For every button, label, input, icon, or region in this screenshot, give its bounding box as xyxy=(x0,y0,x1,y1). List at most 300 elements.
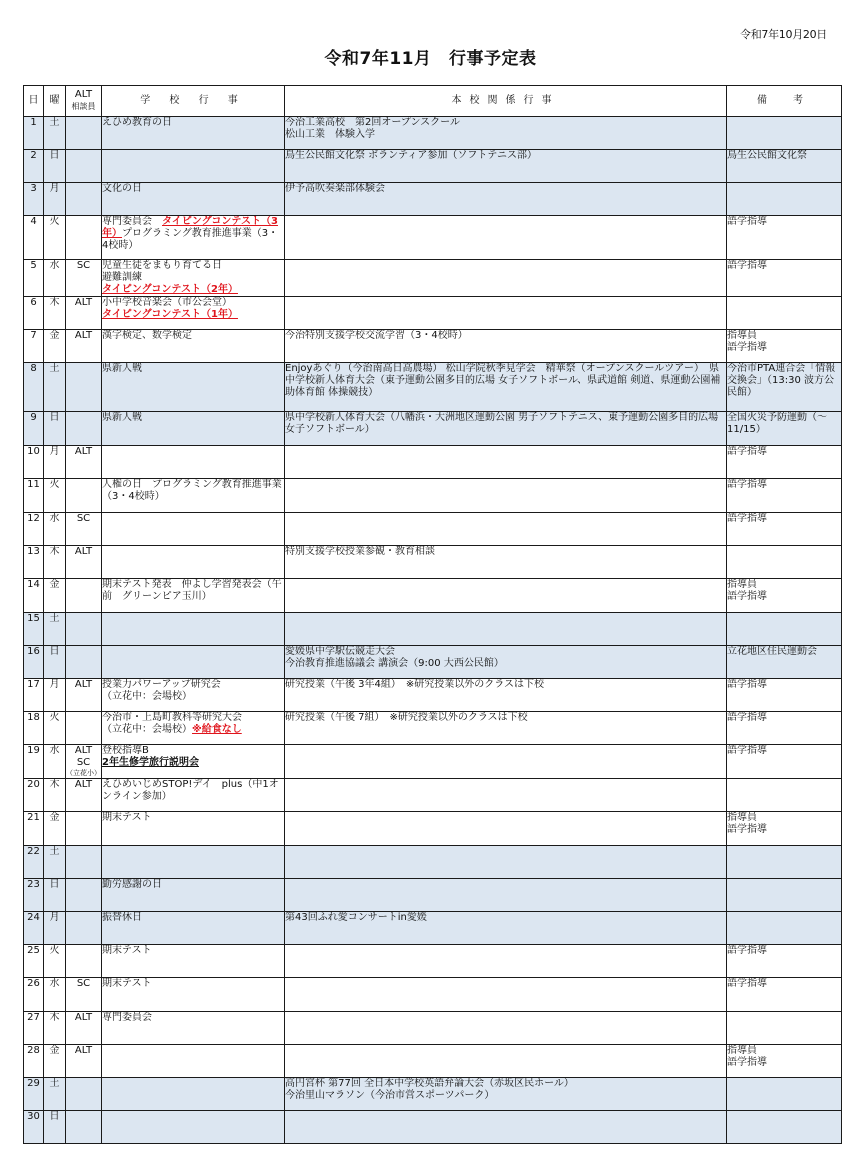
alt-line1: ALT xyxy=(74,446,93,457)
alt-counselor-cell xyxy=(66,446,102,479)
related-event-text: 今治特別支援学校交流学習（3・4校時） xyxy=(285,330,468,341)
weekday-cell: 土 xyxy=(44,1078,66,1111)
related-event-cell xyxy=(285,330,727,363)
notes-cell xyxy=(727,183,842,216)
alt-counselor-cell xyxy=(66,745,102,779)
table-row xyxy=(24,579,842,613)
alt-counselor-cell xyxy=(66,945,102,978)
related-event-cell xyxy=(285,779,727,812)
school-event-text: 期末テスト発表 仲よし学習発表会（午前 グリーンピア玉川） xyxy=(102,579,282,602)
note-text-2: 語学指導 xyxy=(727,342,767,353)
notes-cell xyxy=(727,579,842,613)
school-event-text: 期末テスト xyxy=(102,945,152,956)
school-event-text: 期末テスト xyxy=(102,978,152,989)
alt-counselor-cell xyxy=(66,646,102,679)
note-text: 指導員 xyxy=(727,1045,757,1056)
notes-cell xyxy=(727,446,842,479)
table-row xyxy=(24,363,842,412)
related-event-text-2: 今治教育推進協議会 講演会（9:00 大西公民館） xyxy=(285,658,504,669)
school-event-cell xyxy=(102,712,285,745)
alt-counselor-cell xyxy=(66,1111,102,1144)
note-text-2: 語学指導 xyxy=(727,824,767,835)
note-text: 語学指導 xyxy=(727,216,767,227)
note-text: 語学指導 xyxy=(727,446,767,457)
notes-cell xyxy=(727,1012,842,1045)
school-event-cell xyxy=(102,745,285,779)
day-cell: 5 xyxy=(24,260,44,297)
school-event-cell xyxy=(102,879,285,912)
school-event-text: 振替休日 xyxy=(102,912,142,923)
notes-cell xyxy=(727,779,842,812)
alt-line1: ALT xyxy=(74,330,93,341)
alt-counselor-cell xyxy=(66,216,102,260)
related-event-cell xyxy=(285,117,727,150)
table-row xyxy=(24,1012,842,1045)
table-row xyxy=(24,412,842,446)
table-row xyxy=(24,779,842,812)
day-cell: 16 xyxy=(24,646,44,679)
related-event-cell xyxy=(285,579,727,613)
col-header-notes: 備 考 xyxy=(727,86,842,117)
alt-counselor-cell xyxy=(66,679,102,712)
day-cell: 14 xyxy=(24,579,44,613)
school-event-text-2: プログラミング教育推進事業（3・4校時） xyxy=(102,228,279,251)
related-event-text: Enjoyあぐり（今治南高日高農場） 松山学院秋季見学会 精華祭（オープンスクールツアー） 県中学校新人体育大会（東予運動公園多目的広場 女子ソフトボール、県武道館 剣道、県運動公園補助体育館 体操競技） xyxy=(285,363,721,398)
table-row xyxy=(24,330,842,363)
notes-cell xyxy=(727,260,842,297)
related-event-text-2: 今治里山マラソン（今治市営スポーツパーク） xyxy=(285,1090,495,1101)
school-event-text: 漢字検定、数学検定 xyxy=(102,330,192,341)
related-event-text: 高円宮杯 第77回 全日本中学校英語弁論大会（赤坂区民ホール） xyxy=(285,1078,574,1089)
alt-line1: SC xyxy=(76,513,91,524)
note-text: 語学指導 xyxy=(727,260,767,271)
day-cell: 1 xyxy=(24,117,44,150)
related-event-text-2: 松山工業 体験入学 xyxy=(285,129,375,140)
table-row xyxy=(24,260,842,297)
table-row xyxy=(24,745,842,779)
alt-line1: ALT xyxy=(74,779,93,790)
alt-counselor-cell xyxy=(66,812,102,846)
table-row xyxy=(24,646,842,679)
alt-counselor-cell xyxy=(66,579,102,613)
weekday-cell: 日 xyxy=(44,150,66,183)
day-cell: 8 xyxy=(24,363,44,412)
related-event-cell xyxy=(285,260,727,297)
table-row xyxy=(24,446,842,479)
day-cell: 11 xyxy=(24,479,44,513)
alt-line1: SC xyxy=(76,978,91,989)
note-text: 全国火災予防運動（～11/15） xyxy=(727,412,827,435)
note-text: 指導員 xyxy=(727,812,757,823)
table-row xyxy=(24,183,842,216)
alt-counselor-cell xyxy=(66,150,102,183)
day-cell: 13 xyxy=(24,546,44,579)
school-event-cell xyxy=(102,513,285,546)
table-row xyxy=(24,297,842,330)
alt-line3: （立花小） xyxy=(66,769,101,777)
table-row xyxy=(24,846,842,879)
weekday-cell: 火 xyxy=(44,945,66,978)
school-event-cell xyxy=(102,646,285,679)
related-event-cell xyxy=(285,745,727,779)
alt-counselor-cell xyxy=(66,846,102,879)
related-event-cell xyxy=(285,646,727,679)
day-cell: 6 xyxy=(24,297,44,330)
schedule-table xyxy=(23,85,842,1144)
table-row xyxy=(24,679,842,712)
school-event-cell xyxy=(102,912,285,945)
weekday-cell: 木 xyxy=(44,779,66,812)
table-row xyxy=(24,1078,842,1111)
weekday-cell: 日 xyxy=(44,412,66,446)
school-event-cell xyxy=(102,297,285,330)
alt-counselor-cell xyxy=(66,978,102,1012)
weekday-cell: 火 xyxy=(44,712,66,745)
weekday-cell: 金 xyxy=(44,579,66,613)
table-row xyxy=(24,1111,842,1144)
day-cell: 12 xyxy=(24,513,44,546)
alt-counselor-cell xyxy=(66,363,102,412)
related-event-text: 鳥生公民館文化祭 ボランティア参加（ソフトテニス部） xyxy=(285,150,537,161)
related-event-text: 第43回ふれ愛コンサートin愛媛 xyxy=(285,912,427,923)
school-event-cell xyxy=(102,216,285,260)
day-cell: 19 xyxy=(24,745,44,779)
alt-counselor-cell xyxy=(66,546,102,579)
table-row xyxy=(24,216,842,260)
alt-counselor-cell xyxy=(66,712,102,745)
school-event-cell xyxy=(102,260,285,297)
weekday-cell: 金 xyxy=(44,812,66,846)
school-event-text: 授業力パワーアップ研究会 xyxy=(102,679,221,690)
table-row xyxy=(24,613,842,646)
col-header-alt-line1: ALT xyxy=(74,89,93,100)
school-event-highlight: タイピングコンテスト（1年） xyxy=(102,309,238,320)
col-header-weekday: 曜 xyxy=(44,86,66,117)
alt-counselor-cell xyxy=(66,1045,102,1078)
notes-cell xyxy=(727,679,842,712)
weekday-cell: 火 xyxy=(44,216,66,260)
related-event-cell xyxy=(285,297,727,330)
school-event-text: 専門委員会 xyxy=(102,216,162,227)
table-row xyxy=(24,712,842,745)
school-event-cell xyxy=(102,330,285,363)
related-event-cell xyxy=(285,412,727,446)
weekday-cell: 木 xyxy=(44,297,66,330)
school-event-cell xyxy=(102,412,285,446)
related-event-cell xyxy=(285,513,727,546)
day-cell: 29 xyxy=(24,1078,44,1111)
related-event-text: 伊予高吹奏楽部体験会 xyxy=(285,183,385,194)
school-event-text: 専門委員会 xyxy=(102,1012,152,1023)
table-row xyxy=(24,117,842,150)
day-cell: 4 xyxy=(24,216,44,260)
alt-line2: SC xyxy=(76,757,91,768)
school-event-text: えひめいじめSTOP!デイ plus（中1オンライン参加） xyxy=(102,779,279,802)
table-row xyxy=(24,546,842,579)
related-event-cell xyxy=(285,216,727,260)
school-event-cell xyxy=(102,1012,285,1045)
alt-line1: SC xyxy=(76,260,91,271)
note-text: 指導員 xyxy=(727,330,757,341)
related-event-cell xyxy=(285,546,727,579)
note-text: 語学指導 xyxy=(727,712,767,723)
day-cell: 30 xyxy=(24,1111,44,1144)
notes-cell xyxy=(727,712,842,745)
related-event-cell xyxy=(285,812,727,846)
school-event-cell xyxy=(102,579,285,613)
weekday-cell: 日 xyxy=(44,879,66,912)
day-cell: 22 xyxy=(24,846,44,879)
table-row xyxy=(24,479,842,513)
weekday-cell: 水 xyxy=(44,260,66,297)
note-text: 鳥生公民館文化祭 xyxy=(727,150,807,161)
weekday-cell: 月 xyxy=(44,446,66,479)
weekday-cell: 木 xyxy=(44,1012,66,1045)
school-event-text: 期末テスト xyxy=(102,812,152,823)
notes-cell xyxy=(727,150,842,183)
school-event-cell xyxy=(102,1078,285,1111)
alt-counselor-cell xyxy=(66,297,102,330)
notes-cell xyxy=(727,846,842,879)
weekday-cell: 水 xyxy=(44,745,66,779)
related-event-cell xyxy=(285,945,727,978)
day-cell: 24 xyxy=(24,912,44,945)
school-event-text: 児童生徒をまもり育てる日 xyxy=(102,260,222,271)
note-text: 語学指導 xyxy=(727,978,767,989)
related-event-cell xyxy=(285,879,727,912)
school-event-text: 勤労感謝の日 xyxy=(102,879,162,890)
alt-counselor-cell xyxy=(66,117,102,150)
table-row xyxy=(24,150,842,183)
weekday-cell: 土 xyxy=(44,117,66,150)
school-event-highlight: タイピングコンテスト（2年） xyxy=(102,284,238,295)
note-text: 語学指導 xyxy=(727,945,767,956)
alt-counselor-cell xyxy=(66,779,102,812)
alt-counselor-cell xyxy=(66,330,102,363)
day-cell: 27 xyxy=(24,1012,44,1045)
related-event-text: 県中学校新人体育大会（八幡浜・大洲地区運動公園 男子ソフトテニス、東予運動公園多目的広場 女子ソフトボール） xyxy=(285,412,719,435)
col-header-alt xyxy=(66,86,102,117)
related-event-cell xyxy=(285,1111,727,1144)
alt-counselor-cell xyxy=(66,479,102,513)
weekday-cell: 水 xyxy=(44,978,66,1012)
school-event-text: 県新人戦 xyxy=(102,412,142,423)
notes-cell xyxy=(727,978,842,1012)
day-cell: 18 xyxy=(24,712,44,745)
school-event-text: 今治市・上島町教科等研究大会 xyxy=(102,712,242,723)
related-event-cell xyxy=(285,363,727,412)
related-event-text: 今治工業高校 第2回オープンスクール xyxy=(285,117,460,128)
day-cell: 23 xyxy=(24,879,44,912)
table-row xyxy=(24,912,842,945)
alt-line1: ALT xyxy=(74,679,93,690)
notes-cell xyxy=(727,412,842,446)
related-event-text: 研究授業（午後 7組） ※研究授業以外のクラスは下校 xyxy=(285,712,528,723)
table-row xyxy=(24,812,842,846)
day-cell: 28 xyxy=(24,1045,44,1078)
table-row xyxy=(24,978,842,1012)
school-event-cell xyxy=(102,945,285,978)
school-event-text: 人権の日 プログラミング教育推進事業（3・4校時） xyxy=(102,479,282,502)
notes-cell xyxy=(727,1111,842,1144)
day-cell: 7 xyxy=(24,330,44,363)
notes-cell xyxy=(727,1078,842,1111)
related-event-cell xyxy=(285,1012,727,1045)
day-cell: 10 xyxy=(24,446,44,479)
school-event-cell xyxy=(102,150,285,183)
related-event-cell xyxy=(285,1045,727,1078)
related-event-cell xyxy=(285,679,727,712)
notes-cell xyxy=(727,216,842,260)
school-event-text-2: 避難訓練 xyxy=(102,272,152,283)
alt-counselor-cell xyxy=(66,1078,102,1111)
table-row xyxy=(24,879,842,912)
related-event-cell xyxy=(285,613,727,646)
school-event-cell xyxy=(102,779,285,812)
alt-counselor-cell xyxy=(66,183,102,216)
school-event-cell xyxy=(102,117,285,150)
col-header-related-events: 本校関係行事 xyxy=(285,86,727,117)
day-cell: 3 xyxy=(24,183,44,216)
school-event-highlight: タイピングコンテスト（3年） xyxy=(102,216,278,239)
notes-cell xyxy=(727,546,842,579)
day-cell: 17 xyxy=(24,679,44,712)
alt-counselor-cell xyxy=(66,912,102,945)
weekday-cell: 金 xyxy=(44,330,66,363)
issue-date: 令和7年10月20日 xyxy=(740,28,827,41)
weekday-cell: 日 xyxy=(44,646,66,679)
school-event-highlight: ※給食なし xyxy=(192,724,242,735)
page-title: 令和7年11月 行事予定表 xyxy=(324,49,537,69)
weekday-cell: 月 xyxy=(44,679,66,712)
related-event-text: 愛媛県中学駅伝競走大会 xyxy=(285,646,395,657)
day-cell: 2 xyxy=(24,150,44,183)
col-header-alt-line2: 相談員 xyxy=(71,102,96,111)
school-event-cell xyxy=(102,978,285,1012)
note-text: 立花地区住民運動会 xyxy=(727,646,817,657)
alt-line1: ALT xyxy=(74,745,93,756)
note-text-2: 語学指導 xyxy=(727,591,767,602)
school-event-cell xyxy=(102,1111,285,1144)
weekday-cell: 土 xyxy=(44,363,66,412)
notes-cell xyxy=(727,812,842,846)
weekday-cell: 月 xyxy=(44,183,66,216)
note-text: 語学指導 xyxy=(727,745,767,756)
notes-cell xyxy=(727,513,842,546)
related-event-cell xyxy=(285,183,727,216)
schedule-body xyxy=(24,117,842,1144)
school-event-cell xyxy=(102,363,285,412)
notes-cell xyxy=(727,745,842,779)
school-event-cell xyxy=(102,812,285,846)
day-cell: 15 xyxy=(24,613,44,646)
table-row xyxy=(24,945,842,978)
alt-line1: ALT xyxy=(74,546,93,557)
school-event-text: 小中学校音楽会（市公会堂） xyxy=(102,297,232,308)
notes-cell xyxy=(727,117,842,150)
notes-cell xyxy=(727,1045,842,1078)
note-text-2: 語学指導 xyxy=(727,1057,767,1068)
alt-counselor-cell xyxy=(66,513,102,546)
col-header-day: 日 xyxy=(24,86,44,117)
school-event-text: 文化の日 xyxy=(102,183,142,194)
alt-counselor-cell xyxy=(66,879,102,912)
alt-line1: ALT xyxy=(74,297,93,308)
weekday-cell: 火 xyxy=(44,479,66,513)
school-event-cell xyxy=(102,1045,285,1078)
weekday-cell: 土 xyxy=(44,846,66,879)
note-text: 指導員 xyxy=(727,579,757,590)
school-event-cell xyxy=(102,183,285,216)
related-event-cell xyxy=(285,446,727,479)
school-event-cell xyxy=(102,479,285,513)
school-event-text: えひめ教育の日 xyxy=(102,117,172,128)
day-cell: 21 xyxy=(24,812,44,846)
alt-counselor-cell xyxy=(66,260,102,297)
school-event-cell xyxy=(102,546,285,579)
notes-cell xyxy=(727,945,842,978)
weekday-cell: 水 xyxy=(44,513,66,546)
school-event-cell xyxy=(102,679,285,712)
notes-cell xyxy=(727,330,842,363)
related-event-cell xyxy=(285,978,727,1012)
alt-counselor-cell xyxy=(66,613,102,646)
notes-cell xyxy=(727,646,842,679)
alt-line1: ALT xyxy=(74,1045,93,1056)
related-event-text: 特別支援学校授業参観・教育相談 xyxy=(285,546,435,557)
school-event-cell xyxy=(102,846,285,879)
note-text: 今治市PTA連合会「情報交換会」（13:30 波方公民館） xyxy=(727,363,836,398)
notes-cell xyxy=(727,479,842,513)
school-event-text: 県新人戦 xyxy=(102,363,142,374)
school-event-cell xyxy=(102,613,285,646)
alt-counselor-cell xyxy=(66,412,102,446)
school-event-text-2: （立花中：会場校） xyxy=(102,724,192,735)
notes-cell xyxy=(727,879,842,912)
day-cell: 20 xyxy=(24,779,44,812)
related-event-cell xyxy=(285,912,727,945)
related-event-cell xyxy=(285,712,727,745)
note-text: 語学指導 xyxy=(727,679,767,690)
alt-line1: ALT xyxy=(74,1012,93,1023)
day-cell: 26 xyxy=(24,978,44,1012)
note-text: 語学指導 xyxy=(727,513,767,524)
table-row xyxy=(24,1045,842,1078)
school-event-text: 登校指導B xyxy=(102,745,149,756)
school-event-cell xyxy=(102,446,285,479)
day-cell: 9 xyxy=(24,412,44,446)
related-event-text: 研究授業（午後 3年4組） ※研究授業以外のクラスは下校 xyxy=(285,679,544,690)
weekday-cell: 金 xyxy=(44,1045,66,1078)
weekday-cell: 月 xyxy=(44,912,66,945)
school-event-underlined: 2年生修学旅行説明会 xyxy=(102,757,199,768)
notes-cell xyxy=(727,613,842,646)
related-event-cell xyxy=(285,150,727,183)
related-event-cell xyxy=(285,479,727,513)
weekday-cell: 木 xyxy=(44,546,66,579)
weekday-cell: 土 xyxy=(44,613,66,646)
notes-cell xyxy=(727,297,842,330)
weekday-cell: 日 xyxy=(44,1111,66,1144)
notes-cell xyxy=(727,912,842,945)
col-header-school-events: 学 校 行 事 xyxy=(102,86,285,117)
notes-cell xyxy=(727,363,842,412)
header-row xyxy=(24,86,842,117)
related-event-cell xyxy=(285,1078,727,1111)
alt-counselor-cell xyxy=(66,1012,102,1045)
table-row xyxy=(24,513,842,546)
related-event-cell xyxy=(285,846,727,879)
